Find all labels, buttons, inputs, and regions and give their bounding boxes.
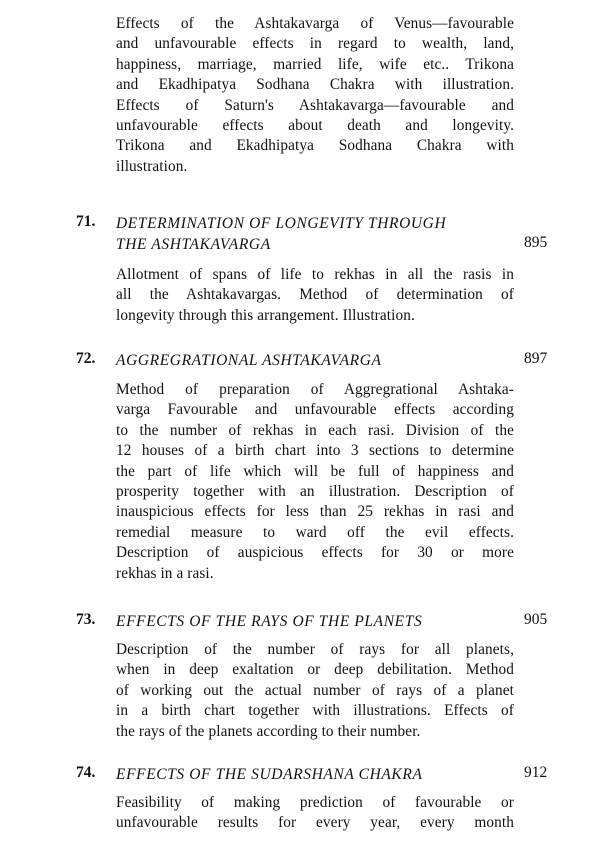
entry-page-number: 905 (524, 611, 548, 628)
entry-title (116, 611, 516, 632)
text-line: Effects of Saturn's Ashtakavarga—favourable and (116, 96, 514, 114)
text-line: of working out the actual number of rays of a planet (116, 681, 514, 699)
text-line: to the number of rekhas in each rasi. Division of the (116, 421, 514, 439)
text-line: happiness, marriage, married life, wife etc.. Trikona (116, 55, 514, 73)
text-line: Method of preparation of Aggregrational Ashtaka- (116, 381, 514, 398)
entry-number: 71. (76, 213, 96, 230)
text-line: and unfavourable effects in regard to wealth, land, (116, 35, 514, 53)
text-line: longevity through this arrangement. Illustration. (116, 306, 415, 324)
title-line: EFFECTS OF THE SUDARSHANA CHAKRA (116, 766, 423, 783)
entry-title (116, 350, 516, 371)
text-line: all the Ashtakavargas. Method of determination of (116, 286, 514, 304)
entry-title (116, 764, 516, 785)
text-line: Effects of the Ashtakavarga of Venus—favourable (116, 15, 514, 32)
entry-title (116, 213, 516, 255)
text-line: the part of life which will be full of happiness and (116, 462, 514, 480)
text-line: Feasibility of making prediction of favourable or (116, 794, 514, 811)
entry-description (116, 793, 514, 834)
title-line: DETERMINATION OF LONGEVITY THROUGH (116, 215, 447, 232)
text-line: prosperity together with an illustration. Description of (116, 483, 514, 501)
entry-number: 74. (76, 764, 96, 781)
text-line: unfavourable results for every year, every month (116, 814, 514, 832)
intro-paragraph (116, 14, 514, 177)
entry-description (116, 640, 514, 742)
text-line: varga Favourable and unfavourable effects according (116, 401, 514, 419)
text-line: Description of auspicious effects for 30 or more (116, 544, 514, 562)
text-line: 12 houses of a birth chart into 3 sections to determine (116, 442, 514, 460)
text-line: illustration. (116, 157, 188, 175)
text-line: Allotment of spans of life to rekhas in all the rasis in (116, 266, 514, 283)
text-line: inauspicious effects for less than 25 rekhas in rasi and (116, 503, 514, 521)
title-line: THE ASHTAKAVARGA (116, 236, 271, 253)
title-line: EFFECTS OF THE RAYS OF THE PLANETS (116, 613, 423, 630)
text-line: when in deep exaltation or deep debilitation. Method (116, 661, 514, 679)
entry-page-number: 895 (524, 234, 548, 251)
text-line: in a birth chart together with illustrations. Effects of (116, 702, 514, 720)
text-line: remedial measure to ward off the evil effects. (116, 523, 514, 541)
text-line: the rays of the planets according to their number. (116, 722, 421, 740)
entry-number: 73. (76, 611, 96, 628)
text-line: and Ekadhipatya Sodhana Chakra with illustration. (116, 76, 514, 94)
text-line: unfavourable effects about death and longevity. (116, 117, 514, 135)
title-line: AGGREGRATIONAL ASHTAKAVARGA (116, 352, 382, 369)
entry-description (116, 380, 514, 584)
entry-page-number: 897 (524, 350, 548, 367)
text-line: Description of the number of rays for all planets, (116, 641, 514, 658)
entry-number: 72. (76, 350, 96, 367)
text-line: Trikona and Ekadhipatya Sodhana Chakra with (116, 137, 514, 155)
entry-page-number: 912 (524, 764, 548, 781)
text-line: rekhas in a rasi. (116, 564, 214, 582)
entry-description (116, 265, 514, 326)
